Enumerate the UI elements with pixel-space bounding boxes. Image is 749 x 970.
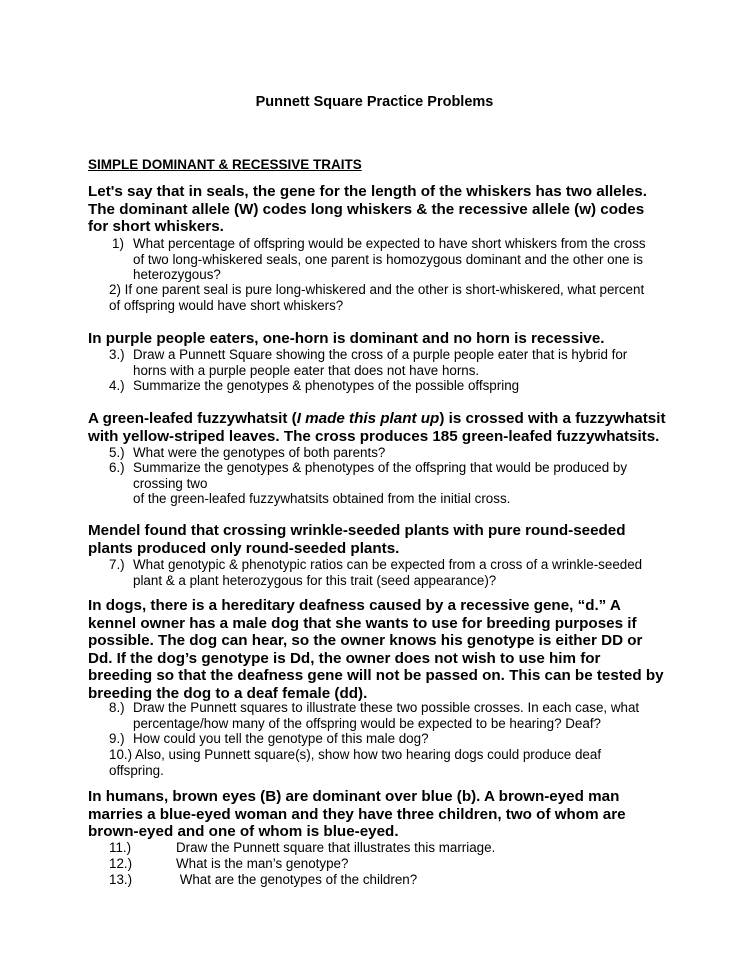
question-4-text: Summarize the genotypes & phenotypes of the possible offspring [133, 378, 520, 393]
seals-intro: Let's say that in seals, the gene for the length of the whiskers has two alleles. The dominant allele (W) codes long whiskers & the recessive allele (w) codes for short whiskers. [88, 183, 647, 235]
question-4-number: 4.) [109, 378, 125, 393]
question-12 [109, 856, 654, 872]
question-1-number: 1) [112, 236, 124, 251]
question-3-number: 3.) [109, 347, 125, 362]
page-title: Punnett Square Practice Problems [255, 94, 494, 110]
question-6 [109, 460, 654, 507]
dogs-intro: In dogs, there is a hereditary deafness caused by a recessive gene, “d.” A kennel owner has a male dog that she wants to use for breeding purposes if possible. The dog can hear, so the owner knows his genotype is either DD or Dd. If the dog’s genotype is Dd, the owner does not wish to use him for breeding so that the deafness gene will not be passed on. This can be tested by breeding the dog to a deaf female (dd). [88, 597, 664, 702]
ppe-intro: In purple people eaters, one-horn is dominant and no horn is recessive. [88, 330, 605, 347]
question-1-text: What percentage of offspring would be expected to have short whiskers from the cross of two long-whiskered seals, one parent is homozygous dominant and the other one is heterozygous? [133, 236, 646, 283]
question-9-number: 9.) [109, 731, 125, 746]
question-6-text: Summarize the genotypes & phenotypes of the offspring that would be produced by crossing two [133, 460, 628, 491]
question-10: 10.) Also, using Punnett square(s), show how two hearing dogs could produce deaf offspring. [109, 747, 602, 778]
question-6-continuation: of the green-leafed fuzzywhatsits obtained from the initial cross. [133, 491, 511, 507]
question-7-number: 7.) [109, 557, 125, 572]
question-11 [109, 840, 654, 856]
question-13-text: What are the genotypes of the children? [176, 872, 418, 887]
fuzzy-intro-a: A green-leafed fuzzywhatsit ( [88, 410, 297, 427]
mendel-intro: Mendel found that crossing wrinkle-seeded plants with pure round-seeded plants produced only round-seeded plants. [88, 522, 626, 557]
question-12-text: What is the man’s genotype? [176, 856, 349, 871]
question-8-text: Draw the Punnett squares to illustrate these two possible crosses. In each case, what percentage/how many of the offspring would be expected to be hearing? Deaf? [133, 700, 640, 731]
question-11-text: Draw the Punnett square that illustrates this marriage. [176, 840, 496, 855]
fuzzy-intro-italic: I made this plant up [296, 410, 440, 427]
section-heading: SIMPLE DOMINANT & RECESSIVE TRAITS [88, 157, 362, 172]
question-9-text: How could you tell the genotype of this male dog? [133, 731, 429, 746]
question-13-number: 13.) [109, 872, 133, 887]
humans-intro: In humans, brown eyes (B) are dominant over blue (b). A brown-eyed man marries a blue-eyed woman and they have three children, two of whom are brown-eyed and one of whom is blue-eyed. [88, 788, 626, 840]
question-5 [109, 445, 654, 461]
question-8 [109, 700, 654, 731]
question-3 [109, 347, 649, 378]
question-12-number: 12.) [109, 856, 133, 871]
fuzzy-intro-b: ) is crossed with a fuzzywhatsit with yellow-striped leaves. The cross produces 185 green-leafed fuzzywhatsits. [88, 410, 666, 445]
question-8-number: 8.) [109, 700, 125, 715]
fuzzy-intro [88, 410, 668, 445]
question-4 [109, 378, 649, 394]
question-7-text: What genotypic & phenotypic ratios can be expected from a cross of a wrinkle-seeded plant & a plant heterozygous for this trait (seed appearance)? [133, 557, 643, 588]
question-2: 2) If one parent seal is pure long-whiskered and the other is short-whiskered, what percent of offspring would have short whiskers? [109, 282, 645, 313]
question-7 [109, 557, 654, 588]
question-5-number: 5.) [109, 445, 125, 460]
question-13 [109, 872, 654, 888]
question-11-number: 11.) [109, 840, 132, 855]
question-1 [112, 236, 652, 283]
question-6-number: 6.) [109, 460, 125, 475]
question-3-text: Draw a Punnett Square showing the cross of a purple people eater that is hybrid for horns with a purple people eater that does not have horns. [133, 347, 628, 378]
question-5-text: What were the genotypes of both parents? [133, 445, 386, 460]
question-9 [109, 731, 654, 747]
